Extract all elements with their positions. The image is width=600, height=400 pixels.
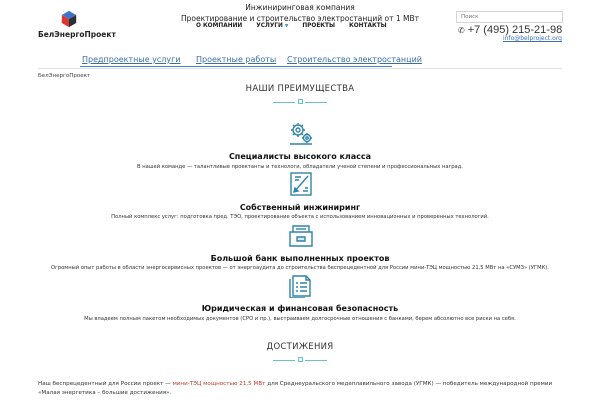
phone-text: +7 (495) 215-21-98	[467, 24, 563, 36]
logo-text: БелЭнергоПроект	[38, 30, 116, 39]
advantages-title: НАШИ ПРЕИМУЩЕСТВА	[245, 84, 355, 94]
nav-item-about[interactable]	[196, 23, 242, 29]
achievements-highlight[interactable]: мини-ТЭЦ мощностью 21,5 МВт	[172, 381, 266, 387]
nav-item-label: УСЛУГИ	[256, 23, 283, 29]
feature-text: Огромный опыт работы в области энергосервисных проектов — от энергоаудита до строительства беспрецедентной для России мини-ТЭЦ мощностью 21,5 МВт на «СУМЗ» (УГМК).	[51, 265, 549, 271]
feature-text: Мы владеем полным пакетом необходимых документов (СРО и пр.), выстраиваем долгосрочные отношения с банками, берем абсолютно все риски на себя.	[84, 316, 516, 322]
drafting-icon	[287, 171, 315, 197]
documents-icon	[287, 272, 315, 298]
nav-item-label: КОНТАКТЫ	[349, 23, 387, 29]
nav-item-label: О КОМПАНИИ	[196, 23, 243, 29]
archive-box-icon	[287, 222, 315, 248]
gears-icon	[287, 120, 315, 146]
nav-item-label: ПРОЕКТЫ	[302, 23, 335, 29]
section-divider	[273, 99, 327, 105]
chevron-down-icon: ▼	[284, 24, 289, 29]
main-nav	[196, 23, 387, 29]
achievements-text-start: Наш беспрецедентный для России проект —	[38, 381, 173, 387]
nav-item-projects[interactable]	[302, 23, 335, 29]
search-input[interactable]	[456, 11, 563, 23]
breadcrumb[interactable]: БелЭнергоПроект	[38, 73, 91, 79]
feature-title: Собственный инжиниринг	[239, 203, 361, 212]
divider-diamond-icon	[298, 99, 303, 104]
nav-item-services[interactable]	[256, 23, 288, 29]
subnav-preproject[interactable]: Предпроектные услуги	[82, 55, 181, 64]
achievements-text-end: для Среднеуральского медеплавильного завода (УГМК) — победитель международной премии «Малая энергетика – большие достижения».	[38, 381, 553, 396]
subnav-project-works[interactable]: Проектные работы	[196, 55, 277, 64]
subnav-underline	[80, 66, 392, 67]
company-type: Инжиниринговая компания	[245, 3, 355, 12]
feature-title: Большой банк выполненных проектов	[210, 254, 390, 263]
divider-diamond-icon	[298, 357, 303, 362]
feature-title: Специалисты высокого класса	[228, 152, 372, 161]
section-divider	[273, 357, 327, 363]
email-link[interactable]: info@belproject.org	[503, 35, 562, 42]
achievements-title: ДОСТИЖЕНИЯ	[266, 342, 334, 352]
feature-text: В нашей команде — талантливые проектанты и технологи, обладатели ученой степени и профессиональных наград.	[137, 164, 463, 170]
achievements-text	[38, 380, 558, 398]
nav-item-contacts[interactable]	[349, 23, 387, 29]
subnav-construction[interactable]: Строительство электростанций	[287, 55, 422, 64]
company-tagline: Проектирование и строительство электростанций от 1 МВт	[180, 14, 420, 23]
header-divider	[38, 68, 562, 69]
feature-text: Полный комплекс услуг: подготовка пред. ТЭО, проектирование объекта с использованием инновационных и проверенных технологий.	[111, 214, 489, 220]
feature-title: Юридическая и финансовая безопасность	[201, 304, 399, 313]
phone-icon: ✆	[458, 26, 465, 35]
